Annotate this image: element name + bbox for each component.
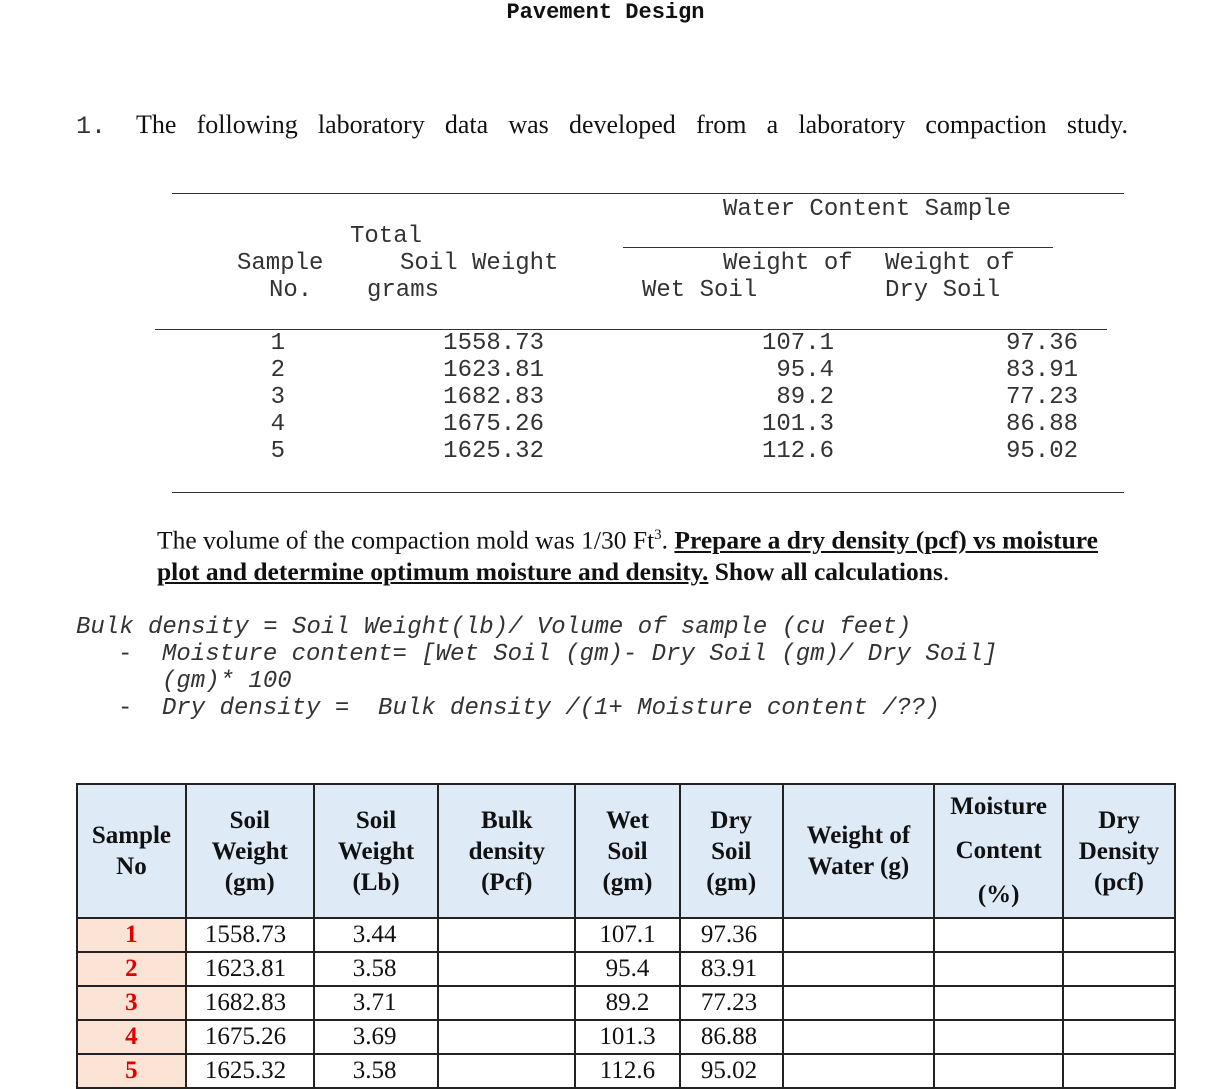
cell-weight-of-water[interactable]: [783, 952, 935, 986]
cell-soil-weight-lb: 3.69: [314, 1020, 439, 1054]
paragraph-lead: The volume of the compaction mold was 1/30 Ft: [157, 525, 655, 555]
cell-bulk-density[interactable]: [438, 1054, 575, 1088]
col-dry-line2: Dry Soil: [885, 277, 1001, 304]
cell-weight-of-water[interactable]: [783, 1020, 935, 1054]
header-weight-of-water: Weight of Water (g): [783, 784, 935, 918]
row-total: 1623.81: [443, 357, 544, 384]
cell-wet-soil: 112.6: [575, 1054, 680, 1088]
row-dry: 83.91: [1005, 357, 1078, 384]
cell-dry-soil: 95.02: [680, 1054, 783, 1088]
paragraph-end: .: [942, 556, 950, 586]
row-no: 2: [270, 357, 285, 384]
header-bulk-density: Bulk density (Pcf): [438, 784, 575, 918]
row-total: 1675.26: [443, 411, 544, 438]
formula-moisture-line1: Moisture content= [Wet Soil (gm)- Dry Soil (gm)/ Dry Soil]: [162, 641, 998, 668]
table-header-row: [77, 784, 1175, 918]
group-header: Water Content Sample: [723, 196, 1012, 223]
cell-dry-density[interactable]: [1063, 986, 1175, 1020]
cell-moisture-content[interactable]: [934, 1054, 1063, 1088]
row-wet: 101.3: [761, 411, 834, 438]
paragraph-underlined: Prepare a dry density (pcf) vs moisture plot and determine optimum moisture and density.: [157, 525, 1098, 586]
cell-soil-weight-lb: 3.44: [314, 918, 439, 952]
cell-bulk-density[interactable]: [438, 986, 575, 1020]
cell-moisture-content[interactable]: [934, 918, 1063, 952]
header-dry-density: Dry Density (pcf): [1063, 784, 1175, 918]
cell-soil-weight-lb: 3.71: [314, 986, 439, 1020]
col-dry-line1: Weight of: [885, 250, 1015, 277]
row-total: 1558.73: [443, 330, 544, 357]
header-soil-weight-lb: Soil Weight (Lb): [314, 784, 439, 918]
cell-soil-weight-gm: 1623.81: [186, 952, 314, 986]
row-wet: 112.6: [761, 438, 834, 465]
formula-moisture-line2: (gm)* 100: [162, 668, 292, 695]
calculation-table: [76, 783, 1176, 1089]
row-dry: 86.88: [1005, 411, 1078, 438]
col-wet-line1: Weight of: [723, 250, 853, 277]
cell-weight-of-water[interactable]: [783, 986, 935, 1020]
cell-dry-density[interactable]: [1063, 1020, 1175, 1054]
formula-bulk-density: Bulk density = Soil Weight(lb)/ Volume of sample (cu feet): [76, 614, 912, 641]
row-no: 5: [270, 438, 285, 465]
group-header-rule: [623, 247, 1053, 248]
col-sample-line1: Sample: [237, 250, 324, 277]
cell-dry-density[interactable]: [1063, 952, 1175, 986]
table-row: [77, 1020, 1175, 1054]
header-wet-soil: Wet Soil (gm): [575, 784, 680, 918]
row-no: 3: [270, 384, 285, 411]
cell-dry-density[interactable]: [1063, 918, 1175, 952]
row-dry: 77.23: [1005, 384, 1078, 411]
col-sample-line2: No.: [269, 277, 313, 304]
cell-dry-soil: 77.23: [680, 986, 783, 1020]
formula-dry-density: Dry density = Bulk density /(1+ Moisture content /??): [162, 695, 940, 722]
col-total-line1: Total: [350, 223, 423, 250]
row-no: 1: [270, 330, 285, 357]
cell-moisture-content[interactable]: [934, 1020, 1063, 1054]
row-no: 4: [270, 411, 285, 438]
bullet-dash: -: [118, 695, 133, 722]
row-dry: 97.36: [1005, 330, 1078, 357]
cell-sample-no: 2: [77, 952, 186, 986]
table-row: [77, 986, 1175, 1020]
header-moisture-content: Moisture Content (%): [934, 784, 1063, 918]
row-dry: 95.02: [1005, 438, 1078, 465]
cell-soil-weight-lb: 3.58: [314, 952, 439, 986]
cell-soil-weight-gm: 1682.83: [186, 986, 314, 1020]
cell-wet-soil: 107.1: [575, 918, 680, 952]
table-row: [77, 918, 1175, 952]
table-row: [77, 952, 1175, 986]
row-wet: 89.2: [776, 384, 834, 411]
cell-sample-no: 1: [77, 918, 186, 952]
superscript-3: 3: [654, 527, 662, 543]
header-soil-weight-gm: Soil Weight (gm): [186, 784, 314, 918]
cell-dry-soil: 97.36: [680, 918, 783, 952]
col-total-line2: Soil Weight: [400, 250, 559, 277]
page-title: Pavement Design: [506, 0, 705, 25]
header-dry-soil: Dry Soil (gm): [680, 784, 783, 918]
cell-sample-no: 4: [77, 1020, 186, 1054]
question-number: 1.: [76, 112, 107, 141]
cell-moisture-content[interactable]: [934, 952, 1063, 986]
cell-weight-of-water[interactable]: [783, 918, 935, 952]
header-sample-no: Sample No: [77, 784, 186, 918]
cell-wet-soil: 89.2: [575, 986, 680, 1020]
cell-sample-no: 5: [77, 1054, 186, 1088]
cell-soil-weight-gm: 1675.26: [186, 1020, 314, 1054]
paragraph-bold-tail: Show all calculations: [708, 556, 943, 586]
cell-bulk-density[interactable]: [438, 918, 575, 952]
table-row: [77, 1054, 1175, 1088]
cell-soil-weight-gm: 1625.32: [186, 1054, 314, 1088]
row-total: 1625.32: [443, 438, 544, 465]
cell-dry-density[interactable]: [1063, 1054, 1175, 1088]
paragraph-lead-end: .: [661, 525, 675, 555]
row-wet: 95.4: [776, 357, 834, 384]
cell-dry-soil: 83.91: [680, 952, 783, 986]
row-total: 1682.83: [443, 384, 544, 411]
cell-sample-no: 3: [77, 986, 186, 1020]
cell-wet-soil: 95.4: [575, 952, 680, 986]
cell-moisture-content[interactable]: [934, 986, 1063, 1020]
table-top-rule: [172, 193, 1124, 194]
cell-bulk-density[interactable]: [438, 952, 575, 986]
col-total-line3: grams: [367, 277, 440, 304]
instruction-paragraph: [157, 520, 1130, 587]
question-text: The following laboratory data was developed from a laboratory compaction study.: [136, 110, 1128, 139]
bullet-dash: -: [118, 641, 133, 668]
cell-weight-of-water[interactable]: [783, 1054, 935, 1088]
cell-soil-weight-lb: 3.58: [314, 1054, 439, 1088]
table-bottom-rule: [172, 492, 1124, 493]
row-wet: 107.1: [761, 330, 834, 357]
cell-soil-weight-gm: 1558.73: [186, 918, 314, 952]
cell-wet-soil: 101.3: [575, 1020, 680, 1054]
cell-dry-soil: 86.88: [680, 1020, 783, 1054]
col-wet-line2: Wet Soil: [642, 277, 758, 304]
cell-bulk-density[interactable]: [438, 1020, 575, 1054]
